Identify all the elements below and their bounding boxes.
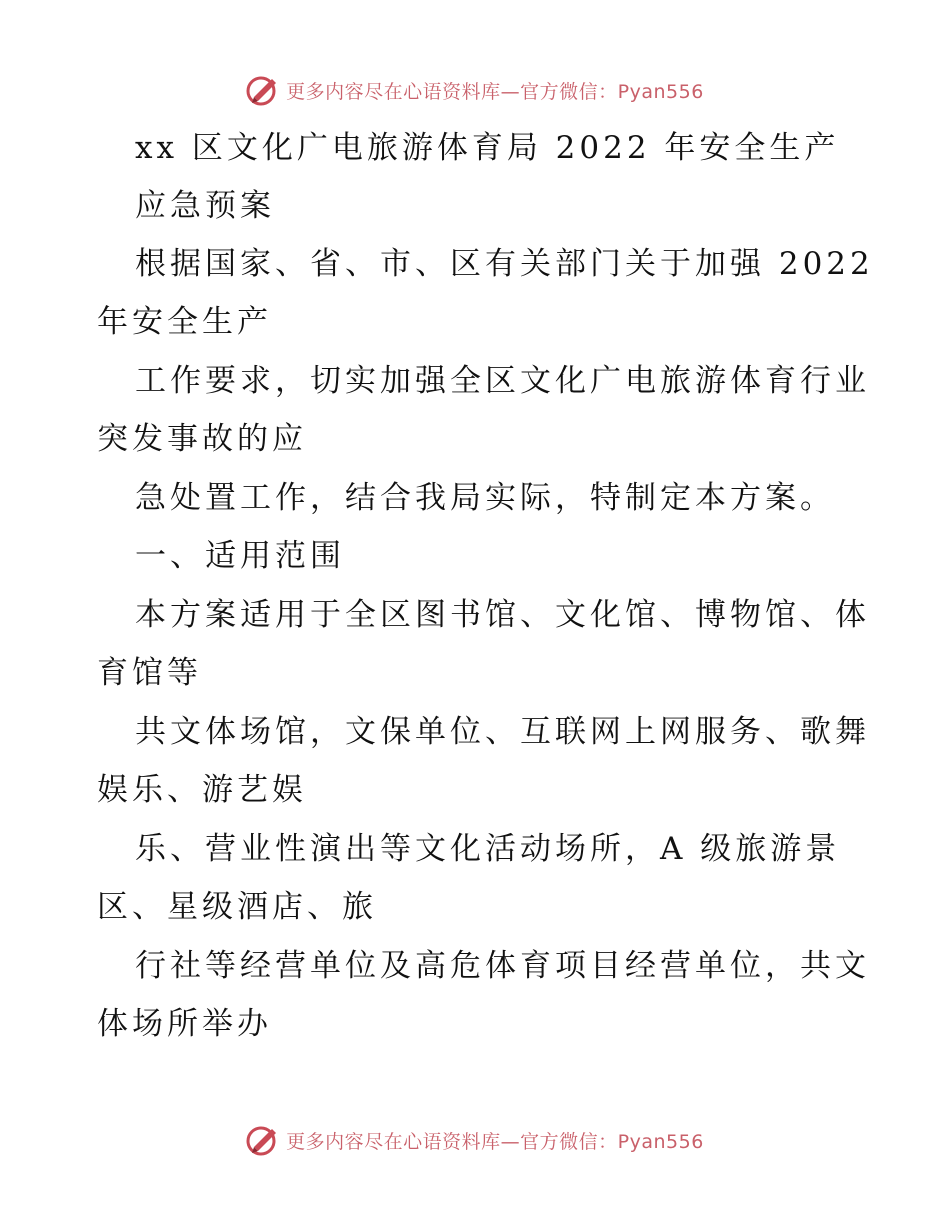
footer-watermark — [0, 1120, 950, 1160]
title-line-2: 应急预案 — [135, 188, 275, 224]
title-line-1: xx 区文化广电旅游体育局 2022 年安全生产 — [135, 130, 840, 166]
paragraph-line: 娱乐、游艺娱 — [97, 772, 307, 808]
watermark-text: 更多内容尽在心语资料库—官方微信：Pyan556 — [286, 80, 704, 103]
paragraph-line: 工作要求，切实加强全区文化广电旅游体育行业 — [135, 363, 870, 399]
paragraph-line: 乐、营业性演出等文化活动场所，A 级旅游景 — [135, 831, 841, 867]
pen-logo-icon — [246, 1123, 280, 1157]
paragraph-line: 急处置工作，结合我局实际，特制定本方案。 — [135, 480, 835, 516]
paragraph-line: 体场所举办 — [97, 1006, 272, 1042]
pen-logo-icon — [246, 73, 280, 107]
header-watermark — [0, 70, 950, 110]
paragraph-line: 本方案适用于全区图书馆、文化馆、博物馆、体 — [135, 597, 870, 633]
paragraph-line: 根据国家、省、市、区有关部门关于加强 2022 — [135, 246, 874, 282]
paragraph-line: 行社等经营单位及高危体育项目经营单位，共文 — [135, 948, 870, 984]
paragraph-line: 育馆等 — [97, 655, 202, 691]
paragraph-line: 区、星级酒店、旅 — [97, 889, 377, 925]
paragraph-line: 年安全生产 — [97, 304, 272, 340]
section-heading: 一、适用范围 — [135, 538, 345, 574]
paragraph-line: 突发事故的应 — [97, 421, 307, 457]
watermark-text: 更多内容尽在心语资料库—官方微信：Pyan556 — [286, 1130, 704, 1153]
paragraph-line: 共文体场馆，文保单位、互联网上网服务、歌舞 — [135, 714, 870, 750]
